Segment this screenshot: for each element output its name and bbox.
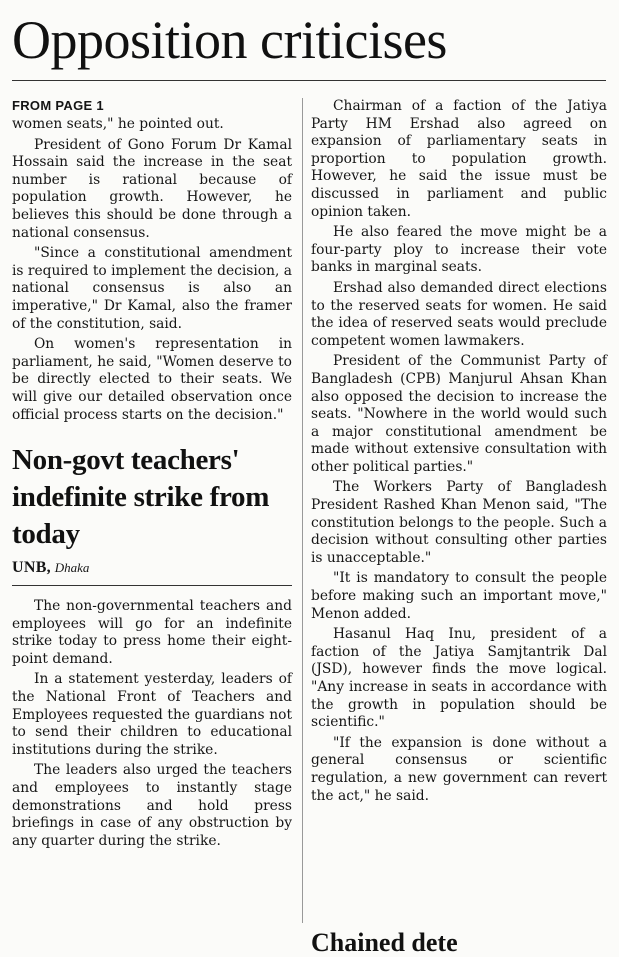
- paragraph: Ershad also demanded direct elections to the reserved seats for women. He said the idea of reserved seats would preclude competent women lawmakers.: [311, 279, 607, 349]
- paragraph: The Workers Party of Bangladesh President Rashed Khan Menon said, "The constitution belongs to the people. Such a decision without consulting other parties is unacceptable.": [311, 479, 607, 566]
- paragraph: President of Gono Forum Dr Kamal Hossain said the increase in the seat number is rational because of population growth. However, he believes this should be done through a national consensus.: [12, 136, 292, 241]
- paragraph: Hasanul Haq Inu, president of a faction of the Jatiya Samjtantrik Dal (JSD), however finds the move logical. "Any increase in seats in accordance with the growth in population should be scientific.": [311, 626, 607, 731]
- byline-place: Dhaka: [54, 560, 90, 576]
- paragraph: women seats," he pointed out.: [12, 116, 224, 132]
- byline: [12, 559, 292, 577]
- paragraph: "It is mandatory to consult the people before making such an important move," Menon added.: [311, 570, 607, 622]
- cutoff-headline: Chained dete: [311, 928, 458, 957]
- paragraph: Chairman of a faction of the Jatiya Party HM Ershad also agreed on expansion of parliamentary seats in proportion to population growth. However, he said the issue must be discussed in parliament and public opinion taken.: [311, 98, 607, 220]
- paragraph: "Since a constitutional amendment is required to implement the decision, a national consensus is also an imperative," Dr Kamal, also the framer of the constitution, said.: [12, 245, 292, 332]
- paragraph: The non-governmental teachers and employees will go for an indefinite strike today to press home their eight-point demand.: [12, 598, 292, 667]
- paragraph: He also feared the move might be a four-party ploy to increase their vote banks in marginal seats.: [311, 224, 607, 276]
- headline-rule: [12, 80, 606, 81]
- byline-agency: UNB,: [12, 559, 51, 577]
- right-column: [311, 98, 607, 805]
- paragraph: On women's representation in parliament, he said, "Women deserve to be directly elected to their seats. We will give our detailed observation once official process starts on the decision.": [12, 336, 292, 423]
- paragraph: "If the expansion is done without a general consensus or scientific regulation, a new government can revert the act," he said.: [311, 734, 607, 804]
- page-headline: Opposition criticises: [12, 10, 447, 70]
- column-divider: [302, 98, 303, 923]
- continuation-kicker: FROM PAGE 1: [12, 98, 104, 113]
- paragraph: In a statement yesterday, leaders of the National Front of Teachers and Employees requested the guardians not to send their children to educational institutions during the strike.: [12, 671, 292, 758]
- story-headline: Non-govt teachers' indefinite strike from today: [12, 444, 270, 551]
- paragraph: The leaders also urged the teachers and employees to instantly stage demonstrations and hold press briefings in case of any obstruction by any quarter during the strike.: [12, 762, 292, 849]
- left-column: [12, 98, 292, 850]
- paragraph: President of the Communist Party of Bangladesh (CPB) Manjurul Ahsan Khan also opposed the decision to increase the seats. "Nowhere in the world would such a major constitutional amendment be made without extensive consultation with other political parties.": [311, 353, 607, 475]
- byline-rule: [12, 585, 292, 586]
